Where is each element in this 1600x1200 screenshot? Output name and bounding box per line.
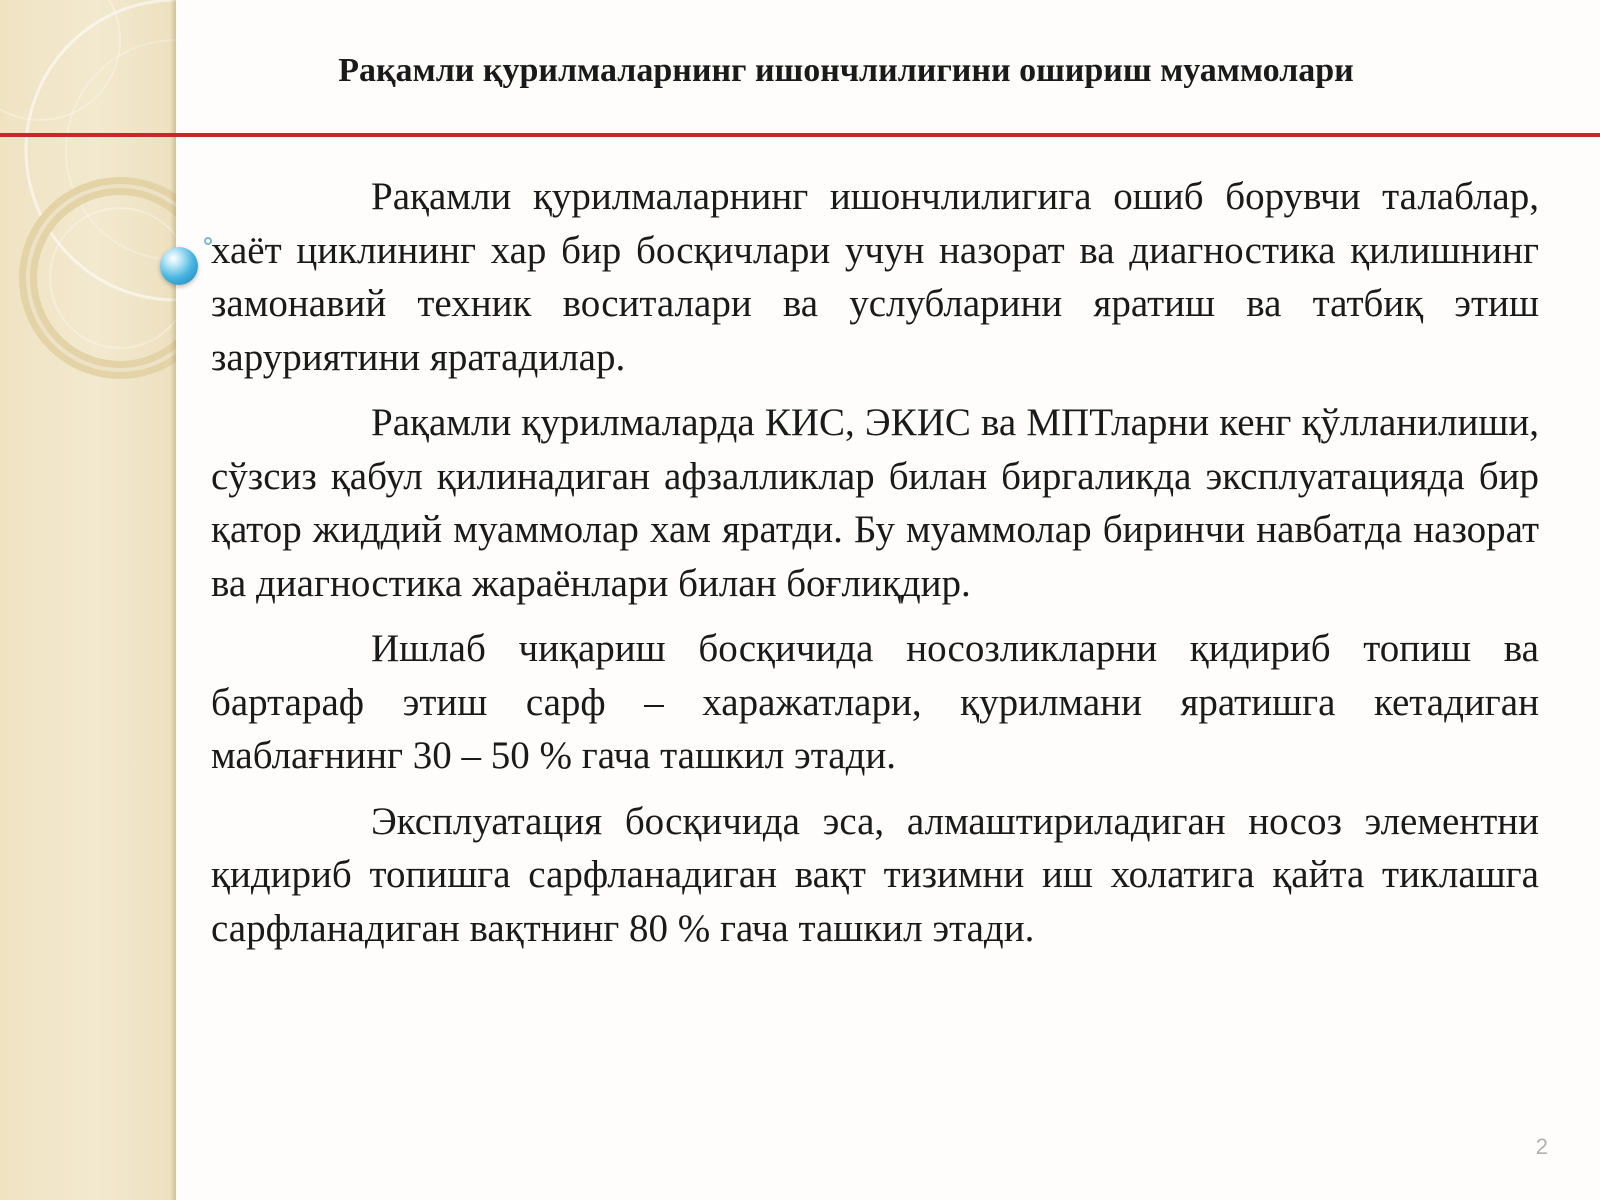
slide-body — [211, 170, 1539, 967]
title-divider — [0, 133, 1600, 137]
paragraph-1: Рақамли қурилмаларнинг ишончлилигига ошиб борувчи талаблар, хаёт циклининг хар бир босқичлари учун назорат ва диагностика қилишнинг замонавий техник воситалари ва услубларини яратиш ва татбиқ этиш заруриятини яратадилар. — [211, 175, 1539, 379]
slide-title: Рақамли қурилмаларнинг ишончлилигини ошириш муаммолари — [338, 52, 1354, 89]
paragraph-2: Рақамли қурилмаларда КИС, ЭКИС ва МПТларни кенг қўлланилиши, сўзсиз қабул қилинадиган афзалликлар билан биргаликда эксплуатацияда бир қатор жиддий муаммолар хам яратди. Бу муаммолар биринчи навбатда назорат ва диагностика жараёнлари билан боғлиқдир. — [211, 401, 1539, 605]
decorative-side-panel — [0, 0, 176, 1200]
bullet-ball-icon — [160, 247, 198, 285]
paragraph-4: Эксплуатация босқичида эса, алмаштириладиган носоз элементни қидириб топишга сарфланадиган вақт тизимни иш холатига қайта тиклашга сарфланадиган вақтнинг 80 % гача ташкил этади. — [211, 799, 1539, 950]
panel-shadow-edge — [170, 0, 176, 1200]
page-number: 2 — [1535, 1134, 1548, 1159]
decorative-rings — [0, 0, 176, 1200]
paragraph-3: Ишлаб чиқариш босқичида носозликларни қидириб топиш ва бартараф этиш сарф – харажатлари, қурилмани яратишга кетадиган маблағнинг 30 – 50 % гача ташкил этади. — [211, 627, 1539, 777]
